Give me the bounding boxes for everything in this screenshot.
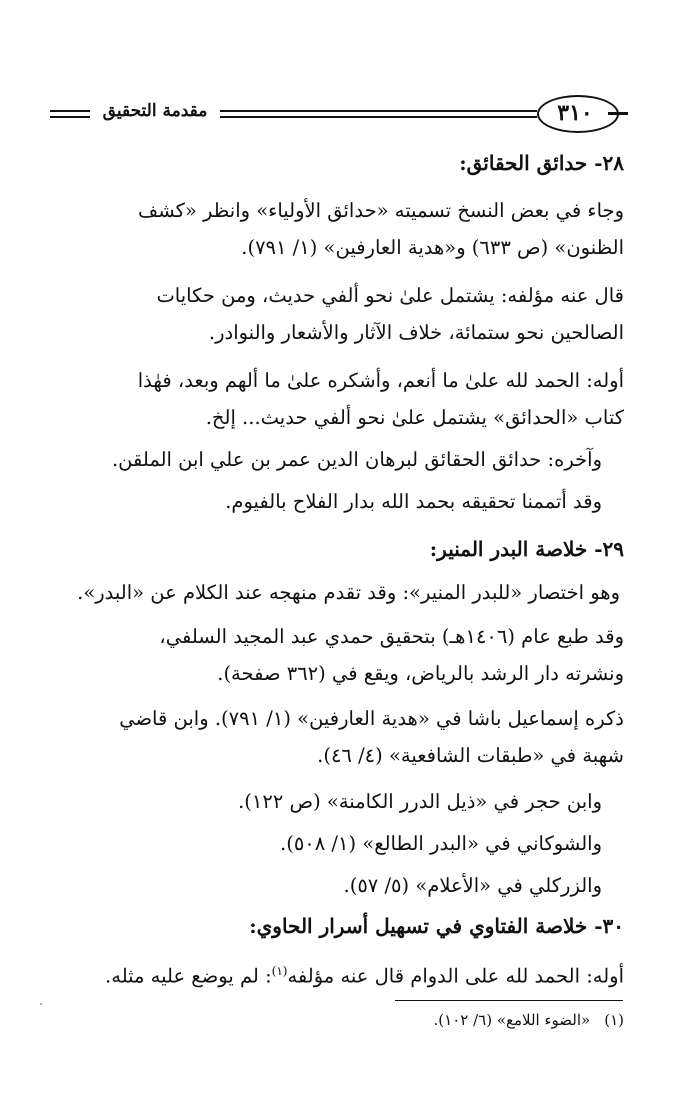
entry-heading-29: ٢٩- خلاصة البدر المنير: xyxy=(429,537,624,561)
text-line: كتاب «الحدائق» يشتمل علىٰ نحو ألفي حديث... إلخ. xyxy=(205,406,624,429)
text-line: وجاء في بعض النسخ تسميته «حدائق الأولياء» وانظر «كشف xyxy=(138,199,624,222)
header-rule-right xyxy=(608,112,628,115)
text-line: الصالحين نحو ستمائة، خلاف الآثار والأشعار والنوادر. xyxy=(208,321,624,344)
text-segment: : لم يوضع عليه مثله. xyxy=(105,964,272,988)
page-number: ٣١٠ xyxy=(557,100,593,126)
footnote-reference[interactable]: (١) xyxy=(271,964,288,978)
entry-heading-28: ٢٨- حدائق الحقائق: xyxy=(459,151,624,175)
running-title: مقدمة التحقيق xyxy=(102,101,208,121)
text-line: الظنون» (ص ٦٣٣) و«هدية العارفين» (١/ ٧٩١). xyxy=(241,236,624,259)
text-line: والزركلي في «الأعلام» (٥/ ٥٧). xyxy=(343,874,602,897)
footnote-number: (١) xyxy=(604,1011,624,1029)
text-line: ذكره إسماعيل باشا في «هدية العارفين» (١/ ٧٩١). وابن قاضي xyxy=(119,707,624,730)
text-line: وآخره: حدائق الحقائق لبرهان الدين عمر بن علي ابن الملقن. xyxy=(111,448,602,471)
text-line: أوله: الحمد لله علىٰ ما أنعم، وأشكره علىٰ ما ألهم وبعد، فهٰذا xyxy=(137,369,624,392)
text-line: ونشرته دار الرشد بالرياض، ويقع في (٣٦٢ صفحة). xyxy=(217,662,624,685)
text-line: وابن حجر في «ذيل الدرر الكامنة» (ص ١٢٢). xyxy=(238,790,602,813)
header-rule-middle xyxy=(220,110,537,112)
text-line: قال عنه مؤلفه: يشتمل علىٰ نحو ألفي حديث، ومن حكايات xyxy=(156,284,624,307)
footnote xyxy=(434,1008,624,1032)
header-rule-left-2 xyxy=(50,116,90,118)
text-line: وهو اختصار «للبدر المنير»: وقد تقدم منهجه عند الكلام عن «البدر». xyxy=(77,581,620,604)
text-line: والشوكاني في «البدر الطالع» (١/ ٥٠٨). xyxy=(280,832,602,855)
header-rule-middle-2 xyxy=(220,116,537,118)
text-line: وقد أتممنا تحقيقه بحمد الله بدار الفلاح بالفيوم. xyxy=(225,490,602,513)
header-rule-left xyxy=(50,110,90,112)
entry-heading-30: ٣٠- خلاصة الفتاوي في تسهيل أسرار الحاوي: xyxy=(249,914,624,938)
scan-speck xyxy=(40,1003,42,1005)
text-segment: أوله: الحمد لله على الدوام قال عنه مؤلفه xyxy=(287,964,624,988)
footnote-text: «الضوء اللامع» (٦/ ١٠٢). xyxy=(433,1011,591,1029)
text-line: وقد طبع عام (١٤٠٦هـ) بتحقيق حمدي عبد المجيد السلفي، xyxy=(159,625,624,648)
text-line: شهبة في «طبقات الشافعية» (٤/ ٤٦). xyxy=(317,744,624,767)
footnote-rule xyxy=(395,1000,623,1001)
text-line-with-footnote xyxy=(105,956,624,992)
